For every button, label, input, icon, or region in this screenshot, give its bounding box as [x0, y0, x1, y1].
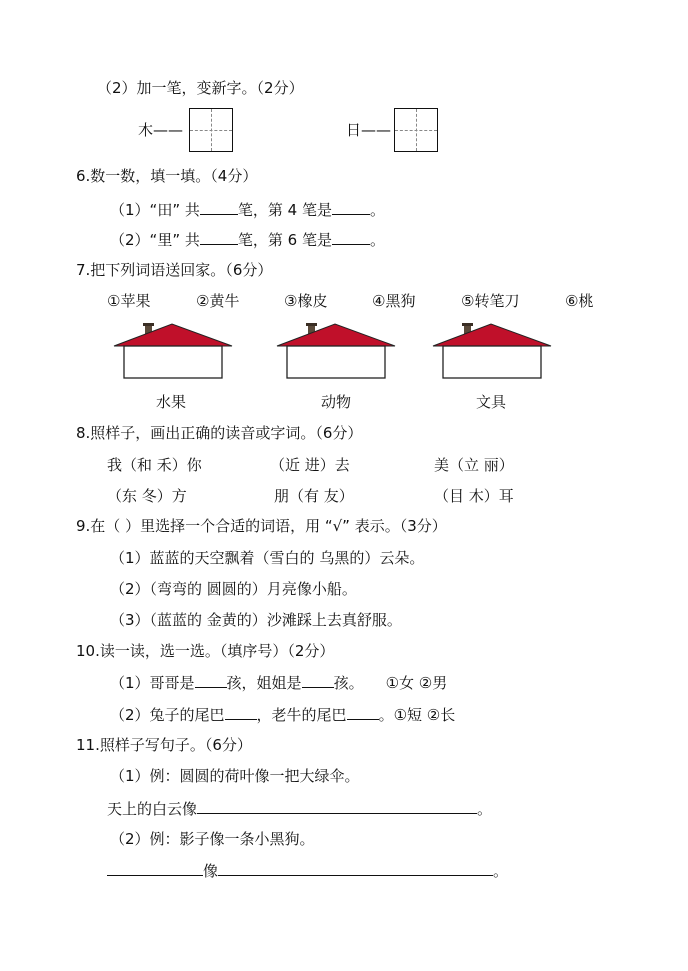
- house-label-animal: 动物: [320, 393, 351, 411]
- q10-line1-c: 孩。: [333, 674, 364, 692]
- answer-blank[interactable]: [332, 229, 370, 245]
- q9-item-2[interactable]: （2）（弯弯的 圆圆的）月亮像小船。: [110, 580, 357, 598]
- q7-word-1: ①苹果: [107, 292, 151, 310]
- answer-blank[interactable]: [302, 672, 334, 688]
- q7-title: 7.把下列词语送回家。（6分）: [76, 261, 273, 279]
- q10-line1-b: 孩，姐姐是: [226, 674, 302, 692]
- q11-fill2-end: 。: [493, 862, 509, 880]
- writing-grid-box[interactable]: [189, 108, 233, 152]
- q6-line2-a: （2）“里” 共: [110, 231, 200, 249]
- q9-title: 9.在（ ）里选择一个合适的词语，用 “√” 表示。（3分）: [76, 517, 447, 535]
- q6-line1: [110, 199, 385, 220]
- answer-blank[interactable]: [225, 704, 257, 720]
- q8-choice[interactable]: 朋（有 友）: [274, 487, 354, 505]
- q7-word-6: ⑥桃: [565, 292, 594, 310]
- q6-line2-c: 。: [369, 231, 385, 249]
- q10-title: 10.读一读，选一选。（填序号）（2分）: [76, 642, 335, 660]
- q7-word-3: ③橡皮: [284, 292, 328, 310]
- house-stationery-icon[interactable]: [431, 322, 553, 382]
- q10-line2-options: ①短 ②长: [393, 706, 456, 724]
- q8-choice[interactable]: 美（立 丽）: [434, 456, 514, 474]
- q11-title: 11.照样子写句子。（6分）: [76, 736, 252, 754]
- q5-2-char-mu: 木——: [138, 121, 184, 139]
- sentence-blank[interactable]: [218, 860, 493, 876]
- q10-line2-b: ，老牛的尾巴: [256, 706, 347, 724]
- sentence-blank[interactable]: [107, 860, 203, 876]
- q10-line1-options: ①女 ②男: [385, 674, 448, 692]
- q7-word-4: ④黑狗: [372, 292, 416, 310]
- answer-blank[interactable]: [332, 199, 370, 215]
- q10-line2-c: 。: [378, 706, 394, 724]
- q5-2-title: （2）加一笔，变新字。（2分）: [97, 79, 304, 97]
- q10-line2-a: （2）兔子的尾巴: [110, 706, 225, 724]
- q11-fill1-end: 。: [477, 800, 493, 818]
- answer-blank[interactable]: [347, 704, 379, 720]
- house-label-stationery: 文具: [475, 393, 506, 411]
- q6-line1-b: 笔，第 4 笔是: [237, 201, 332, 219]
- house-fruit-icon[interactable]: [112, 322, 234, 382]
- q11-fill-2: [107, 860, 508, 881]
- q7-word-2: ②黄牛: [196, 292, 240, 310]
- q9-item-3[interactable]: （3）（蓝蓝的 金黄的）沙滩踩上去真舒服。: [110, 611, 402, 629]
- q8-choice[interactable]: （东 冬）方: [107, 487, 187, 505]
- q6-line1-a: （1）“田” 共: [110, 201, 200, 219]
- q8-choice[interactable]: （目 木）耳: [434, 487, 514, 505]
- q8-choice[interactable]: （近 进）去: [270, 456, 350, 474]
- q6-line2: [110, 229, 385, 250]
- q7-word-5: ⑤转笔刀: [461, 292, 520, 310]
- q11-example-2: （2）例：影子像一条小黑狗。: [110, 830, 315, 848]
- writing-grid-box[interactable]: [394, 108, 438, 152]
- sentence-blank[interactable]: [197, 798, 477, 814]
- q8-choice[interactable]: 我（和 禾）你: [107, 456, 202, 474]
- answer-blank[interactable]: [200, 199, 238, 215]
- answer-blank[interactable]: [200, 229, 238, 245]
- q10-line1-a: （1）哥哥是: [110, 674, 195, 692]
- q10-line1: [110, 672, 447, 693]
- house-label-fruit: 水果: [155, 393, 186, 411]
- q11-fill1-prefix: 天上的白云像: [107, 800, 198, 818]
- q6-line1-c: 。: [369, 201, 385, 219]
- q8-title: 8.照样子，画出正确的读音或字词。（6分）: [76, 424, 363, 442]
- q10-line2: [110, 704, 455, 725]
- q5-2-char-ri: 日——: [346, 121, 392, 139]
- q6-title: 6.数一数，填一填。（4分）: [76, 167, 258, 185]
- q6-line2-b: 笔，第 6 笔是: [237, 231, 332, 249]
- q11-fill2-mid: 像: [203, 862, 219, 880]
- q11-fill-1: [107, 798, 492, 819]
- q11-example-1: （1）例：圆圆的荷叶像一把大绿伞。: [110, 767, 360, 785]
- answer-blank[interactable]: [195, 672, 227, 688]
- house-animal-icon[interactable]: [275, 322, 397, 382]
- q9-item-1[interactable]: （1）蓝蓝的天空飘着（雪白的 乌黑的）云朵。: [110, 549, 425, 567]
